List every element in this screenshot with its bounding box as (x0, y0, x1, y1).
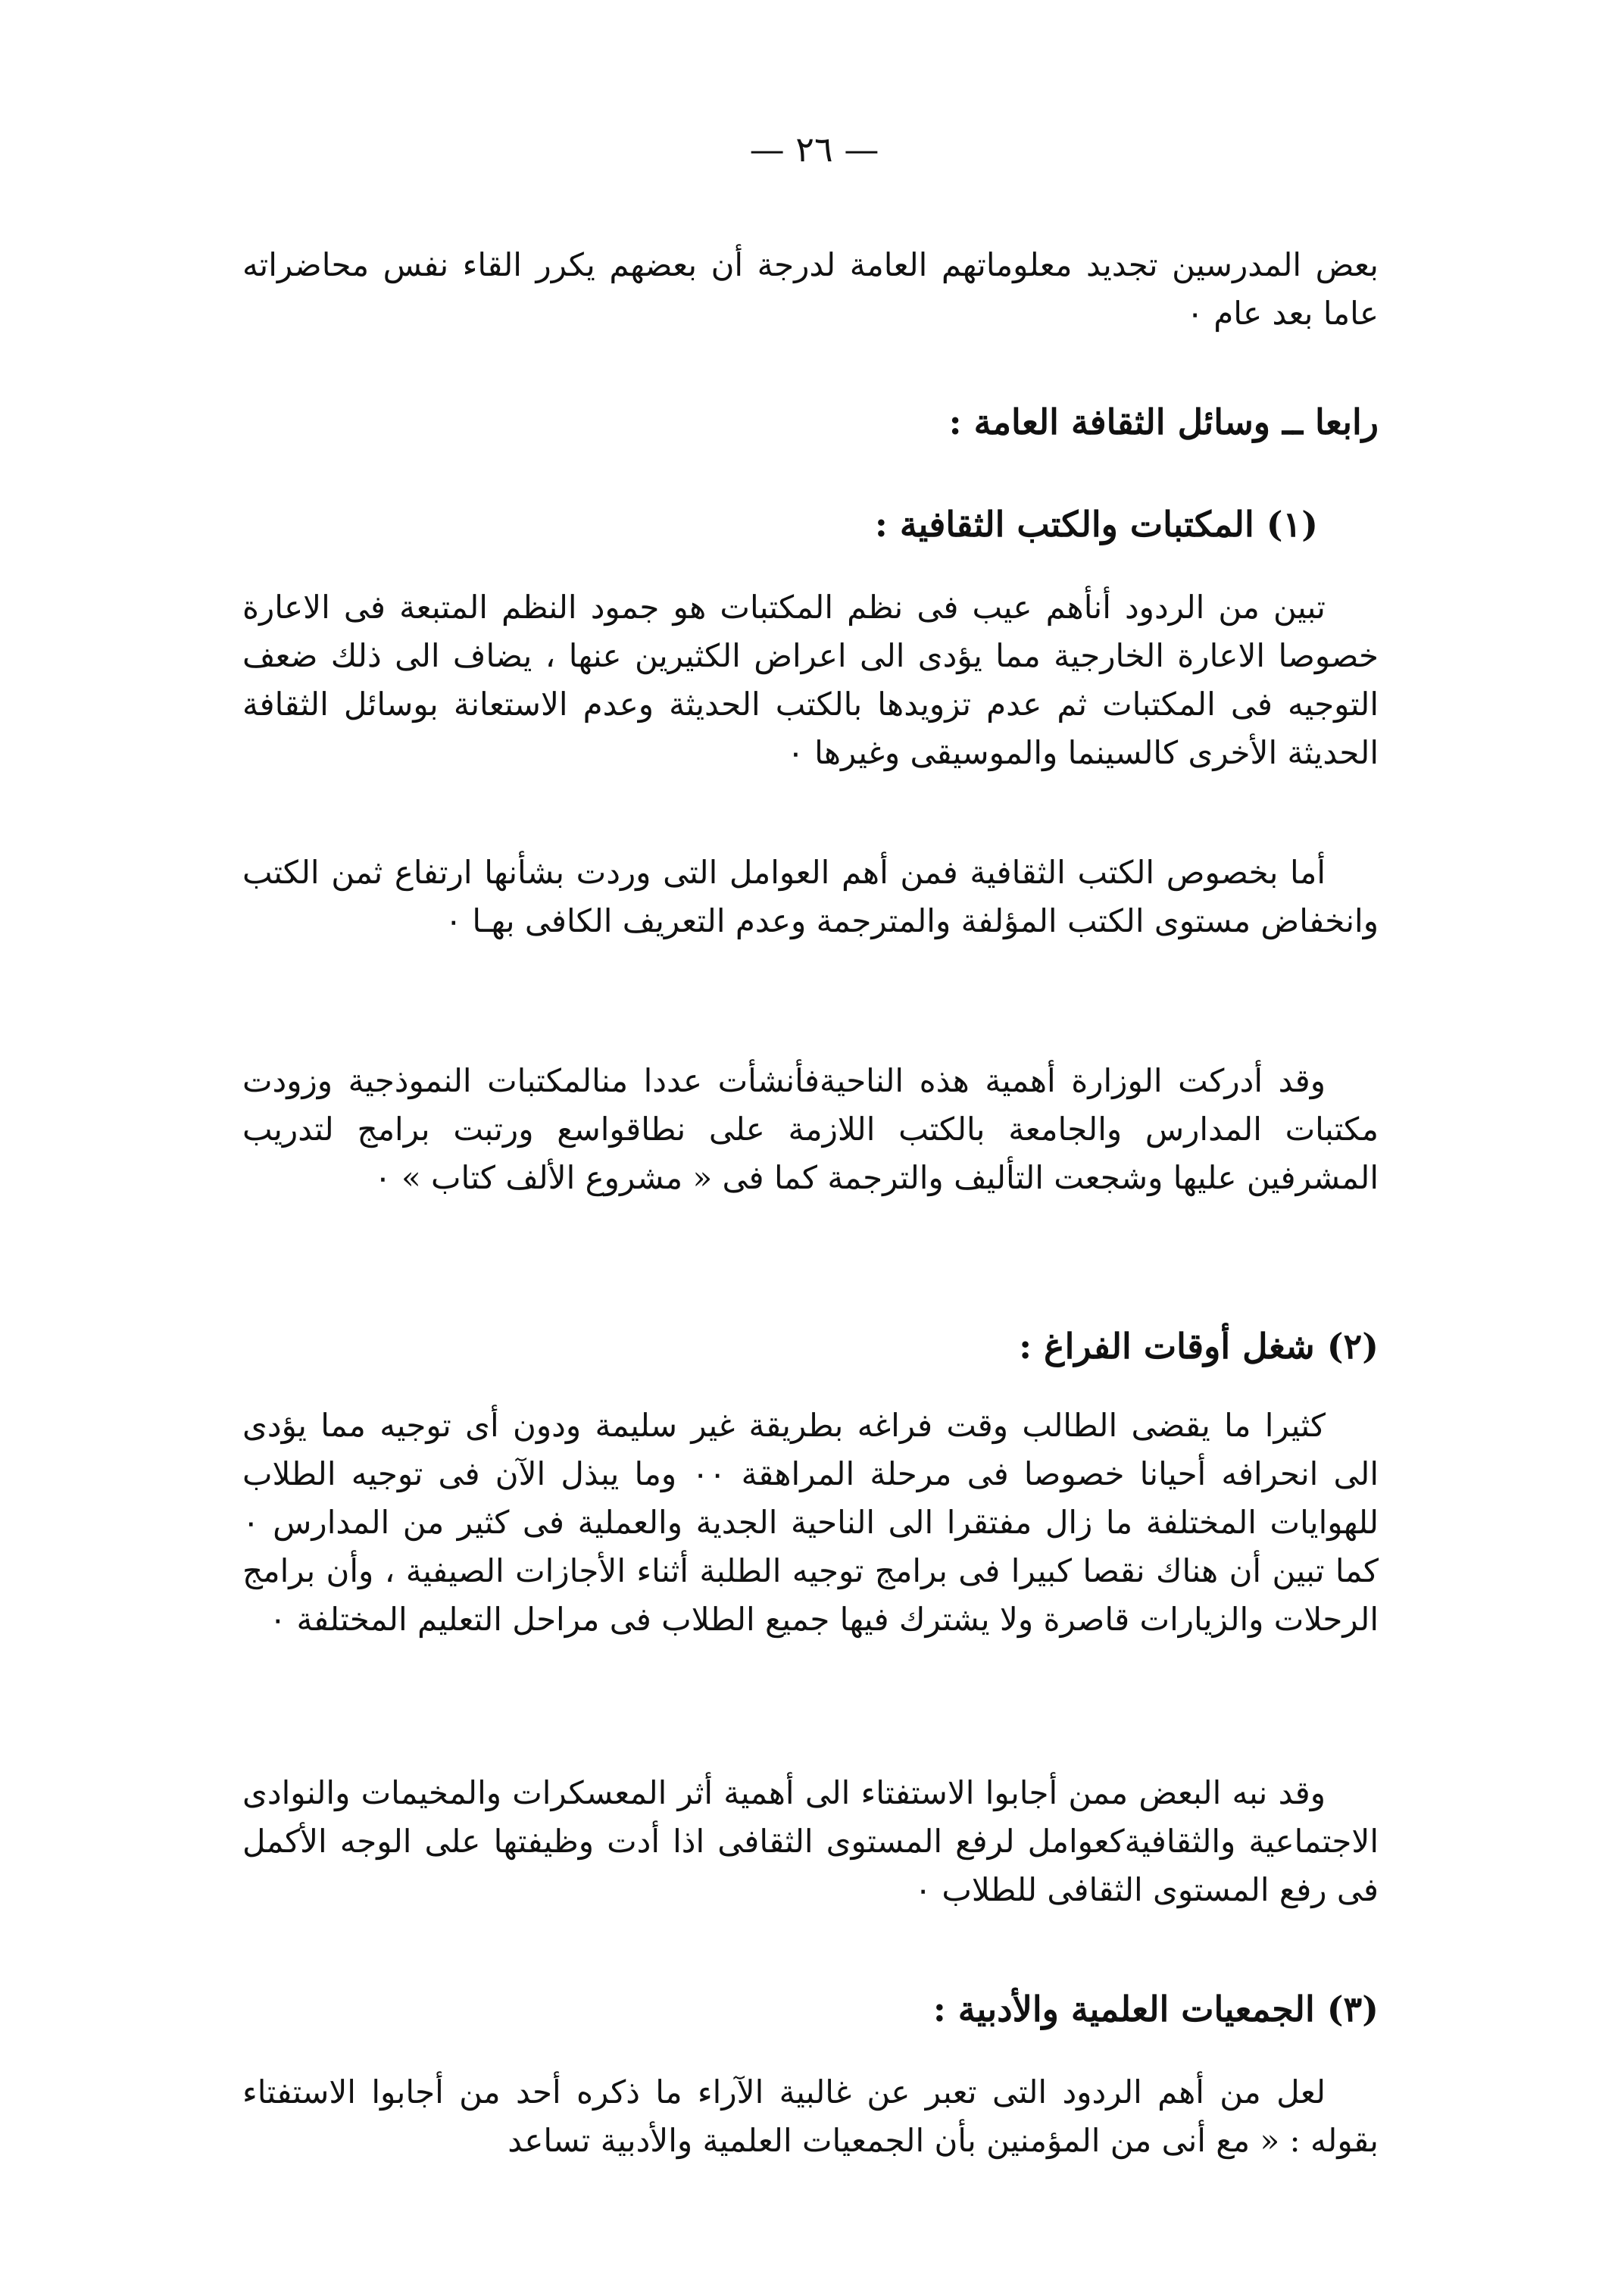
paragraph-cultural-books: أما بخصوص الكتب الثقافية فمن أهم العوامل التى وردت بشأنها ارتفاع ثمن الكتب وانخفاض مستوى الكتب المؤلفة والمترجمة وعدم التعريف الكافى بهـا ٠ (242, 854, 1379, 939)
subheading-libraries: (١) المكتبات والكتب الثقافية : (874, 504, 1318, 545)
paragraph-camps-clubs: وقد نبه البعض ممن أجابوا الاستفتاء الى أهمية أثر المعسكرات والمخيمات والنوادى الاجتماعية والثقافيةكعوامل لرفع المستوى الثقافى اذا أدت وظيفتها على الوجه الأكمل فى رفع المستوى الثقافى للطلاب ٠ (242, 1774, 1379, 1908)
paragraph-ministry: وقد أدركت الوزارة أهمية هذه الناحيةفأنشأت عددا منالمكتبات النموذجية وزودت مكتبات المدارس والجامعة بالكتب اللازمة على نطاقواسع ورتبت برامج لتدريب المشرفين عليها وشجعت التأليف والترجمة كما فى « مشروع الألف كتاب » ٠ (242, 1062, 1379, 1196)
paragraph-societies: لعل من أهم الردود التى تعبر عن غالبية الآراء ما ذكره أحد من أجابوا الاستفتاء بقوله : « مع أنى من المؤمنين بأن الجمعيات العلمية والأدبية تساعد (242, 2073, 1379, 2159)
subheading-leisure-time: (٢) شغل أوقات الفراغ : (1019, 1326, 1379, 1367)
paragraph-libraries: تبين من الردود أنأهم عيب فى نظم المكتبات هو جمود النظم المتبعة فى الاعارة خصوصا الاعارة الخارجية مما يؤدى الى اعراض الكثيرين عنها ، يضاف الى ذلك ضعف التوجيه فى المكتبات ثم عدم تزويدها بالكتب الحديثة وعدم الاستعانة بوسائل الثقافة الحديثة الأخرى كالسينما والموسيقى وغيرها ٠ (242, 589, 1379, 771)
paragraph-leisure: كثيرا ما يقضى الطالب وقت فراغه بطريقة غير سليمة ودون أى توجيه مما يؤدى الى انحرافه أحيانا خصوصا فى مرحلة المراهقة ٠٠ وما يبذل الآن فى توجيه الطلاب للهوايات المختلفة ما زال مفتقرا الى الناحية الجدية والعملية فى كثير من المدارس ٠ كما تبين أن هناك نقصا كبيرا فى برامج توجيه الطلبة أثناء الأجازات الصيفية ، وأن برامج الرحلات والزيارات قاصرة ولا يشترك فيها جميع الطلاب فى مراحل التعليم المختلفة ٠ (242, 1407, 1379, 1638)
page-number: — ٢٦ — (749, 129, 879, 170)
subheading-societies: (٣) الجمعيات العلمية والأدبية : (932, 1989, 1379, 2029)
intro-paragraph: بعض المدرسين تجديد معلوماتهم العامة لدرجة أن بعضهم يكرر القاء نفس محاضراته عاما بعد عام ٠ (242, 246, 1379, 332)
section-heading-general-culture: رابعا ــ وسائل الثقافة العامة : (948, 401, 1379, 442)
